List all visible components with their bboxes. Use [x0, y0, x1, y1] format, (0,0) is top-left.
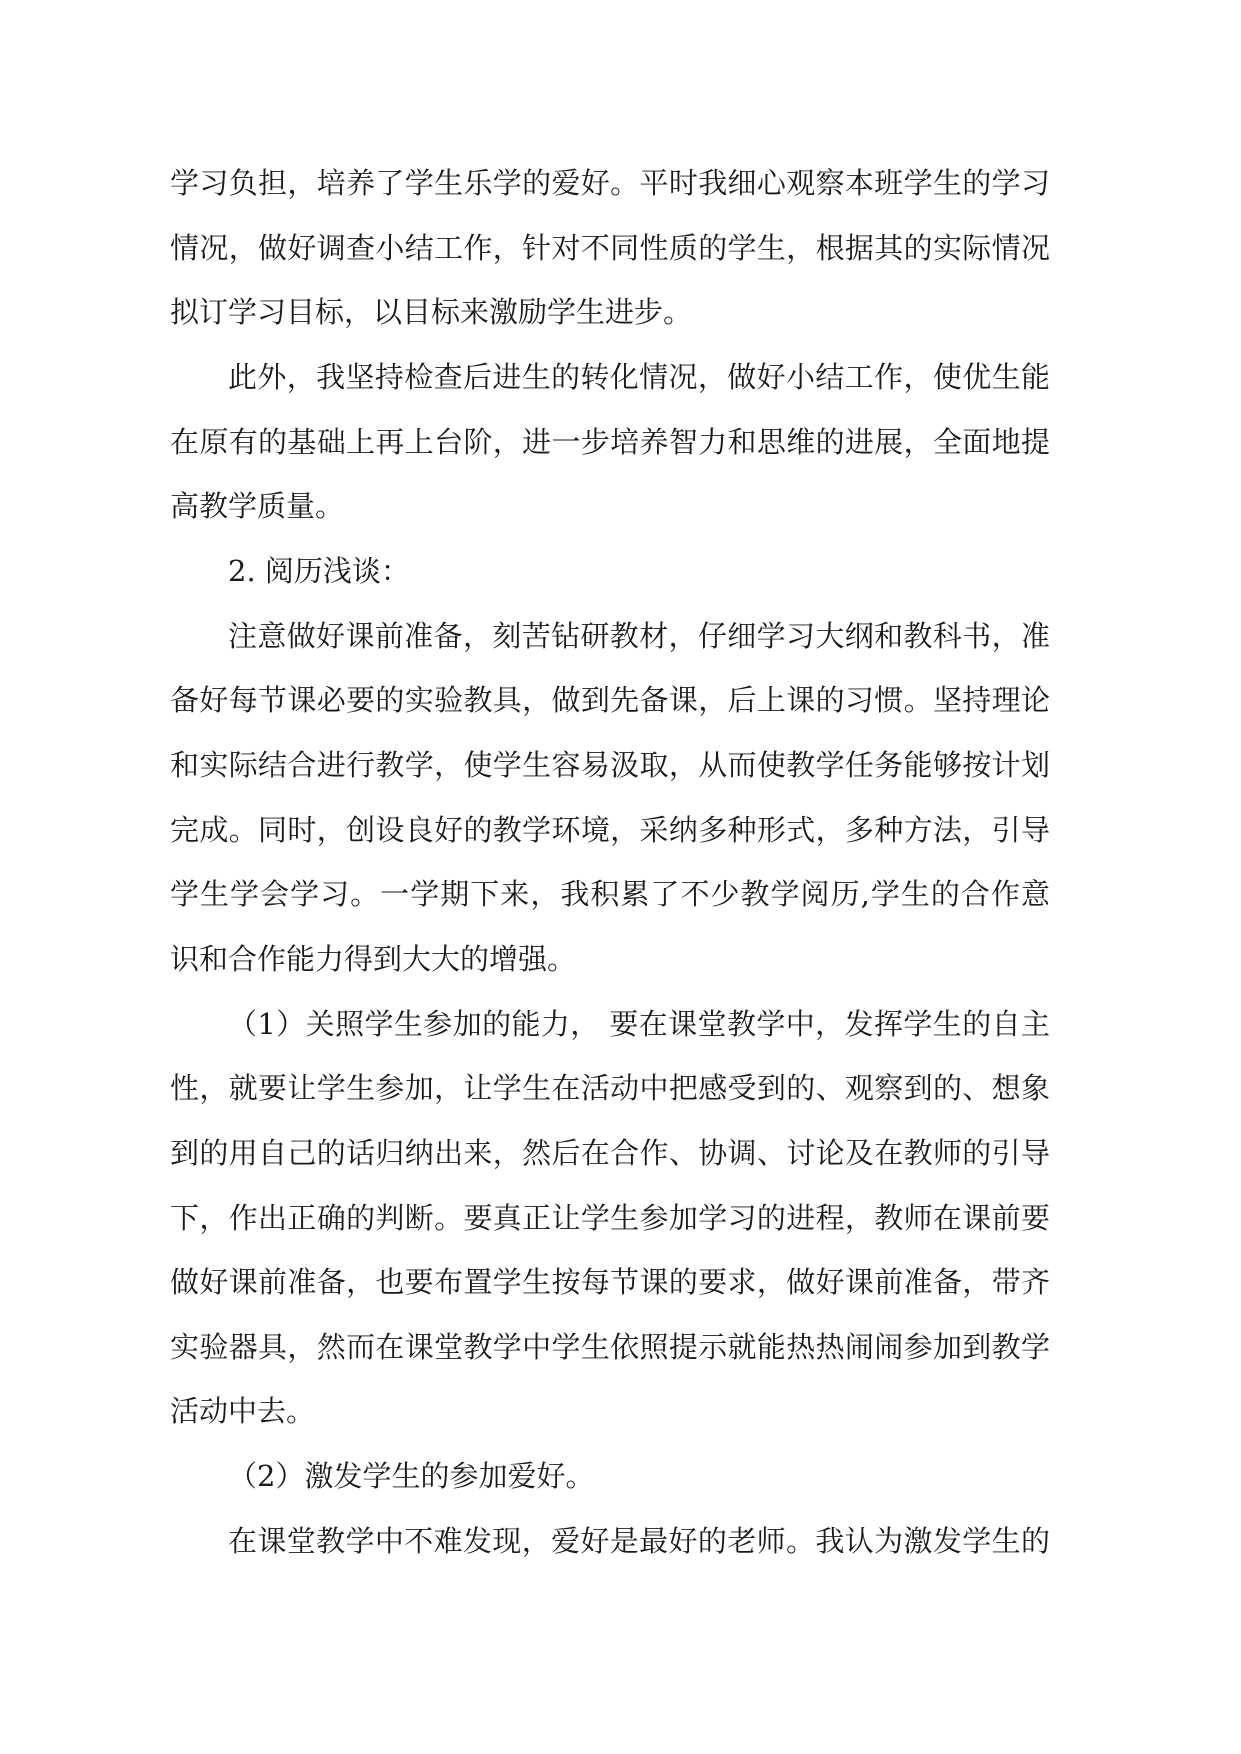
text-line: 拟订学习目标，以目标来激励学生进步。 [170, 295, 693, 330]
paragraph [170, 345, 1050, 539]
text-line: （1）关照学生参加的能力， 要在课堂教学中，发挥学生的自主 [228, 1006, 1050, 1041]
paragraph [170, 992, 1050, 1445]
paragraph [170, 604, 1050, 992]
paragraph [170, 1509, 1050, 1574]
text-line: 注意做好课前准备，刻苦钻研教材，仔细学习大纲和教科书，准 [228, 618, 1050, 653]
text-line: 在原有的基础上再上台阶，进一步培养智力和思维的进展，全面地提 [170, 424, 1050, 459]
paragraph [170, 151, 1050, 345]
text-line: 到的用自己的话归纳出来，然后在合作、协调、讨论及在教师的引导 [170, 1135, 1050, 1170]
text-line: 在课堂教学中不难发现，爱好是最好的老师。我认为激发学生的 [228, 1523, 1050, 1558]
text-line: 学习负担，培养了学生乐学的爱好。平时我细心观察本班学生的学习 [170, 166, 1050, 200]
text-line: 活动中去。 [170, 1394, 316, 1429]
paragraph [170, 1444, 1050, 1509]
text-line: 2. 阅历浅谈： [228, 553, 410, 588]
text-line: 情况，做好调查小结工作，针对不同性质的学生，根据其的实际情况 [170, 230, 1050, 265]
text-line: （2）激发学生的参加爱好。 [228, 1459, 595, 1494]
text-line: 备好每节课必要的实验教具，做到先备课，后上课的习惯。坚持理论 [170, 683, 1050, 718]
text-line: 性，就要让学生参加，让学生在活动中把感受到的、观察到的、想象 [170, 1071, 1050, 1106]
text-line: 学生学会学习。一学期下来，我积累了不少教学阅历,学生的合作意 [170, 877, 1050, 912]
text-line: 此外，我坚持检查后进生的转化情况，做好小结工作，使优生能 [228, 359, 1050, 394]
text-line: 完成。同时，创设良好的教学环境，采纳多种形式，多种方法，引导 [170, 812, 1050, 847]
text-line: 下，作出正确的判断。要真正让学生参加学习的进程，教师在课前要 [170, 1200, 1050, 1235]
text-line: 识和合作能力得到大大的增强。 [170, 941, 577, 976]
document-body [170, 151, 1050, 1573]
text-line: 和实际结合进行教学，使学生容易汲取，从而使教学任务能够按计划 [170, 747, 1050, 782]
text-line: 做好课前准备，也要布置学生按每节课的要求，做好课前准备，带齐 [170, 1265, 1050, 1300]
text-line: 高教学质量。 [170, 489, 345, 524]
section-heading [170, 539, 1050, 604]
text-line: 实验器具，然而在课堂教学中学生依照提示就能热热闹闹参加到教学 [170, 1329, 1050, 1364]
